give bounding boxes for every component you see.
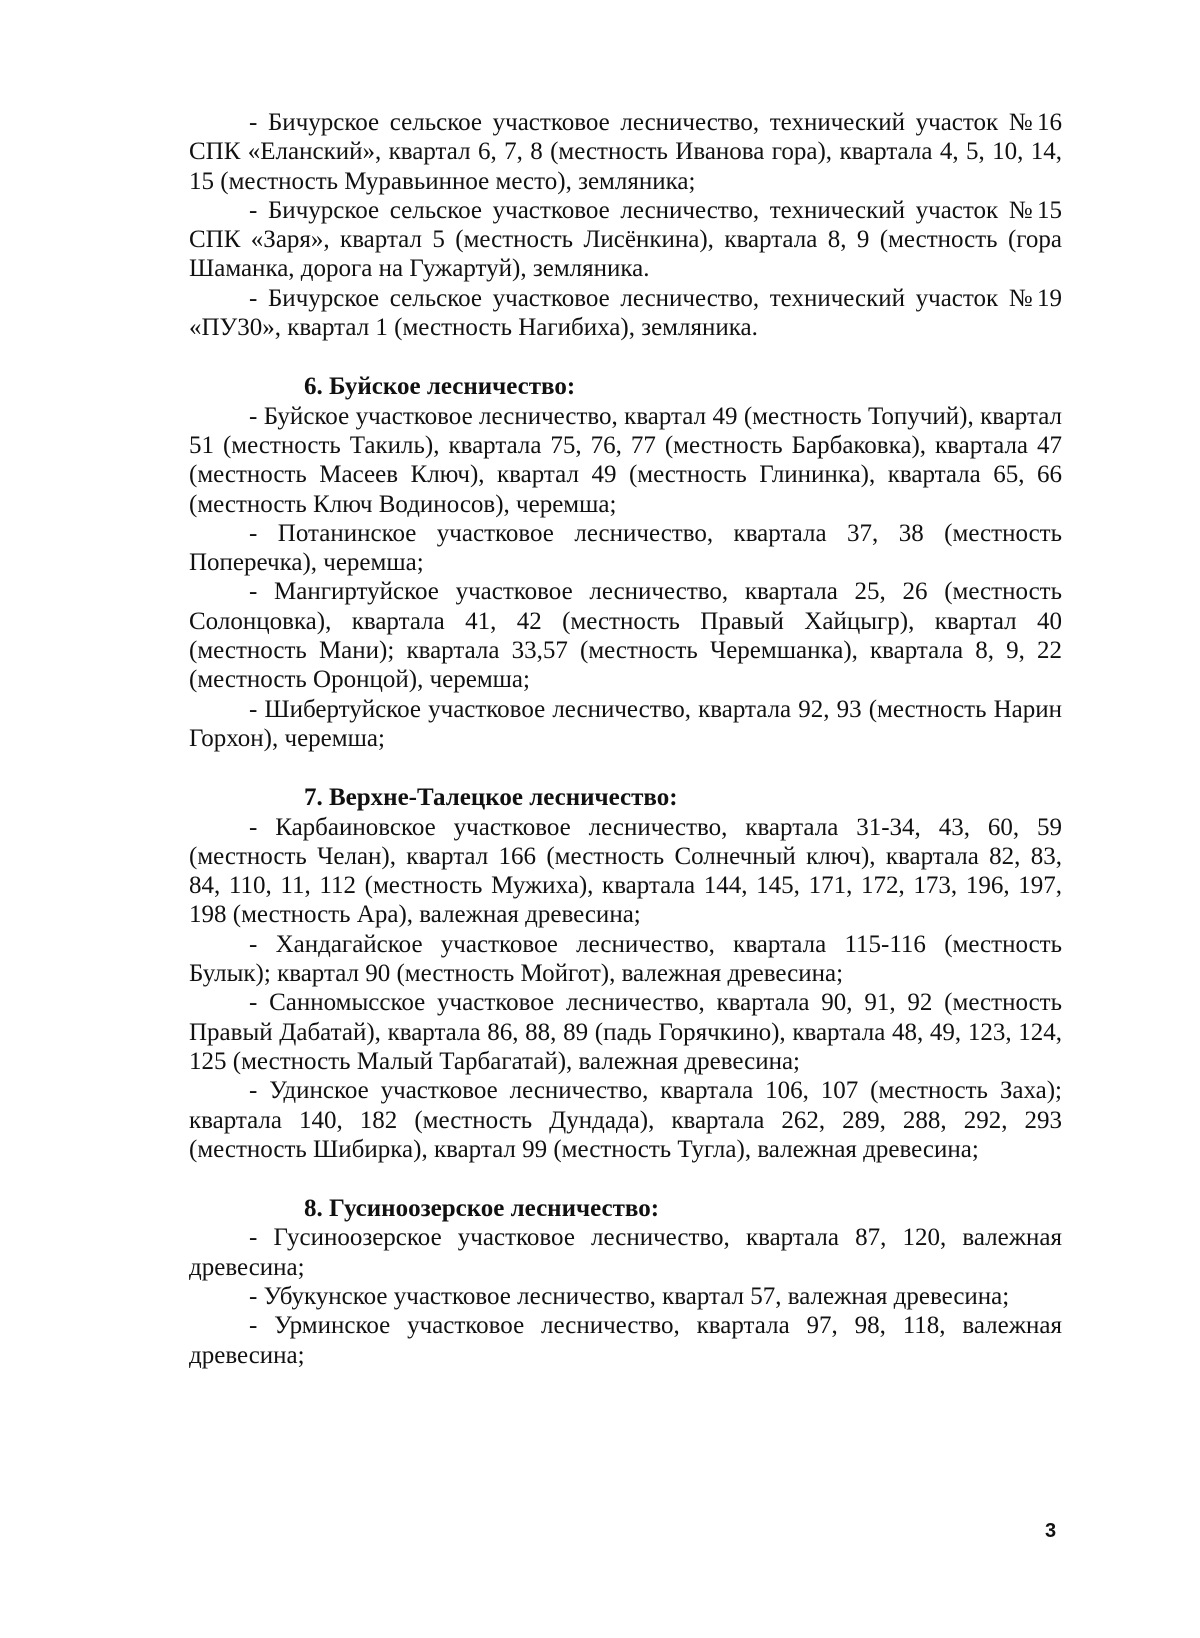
page-number: 3 [1045, 1520, 1057, 1542]
paragraph-taletskoe-4: - Удинское участковое лесничество, квартала 106, 107 (местность Заха); квартала 140, 182 (местность Дундада), квартала 262, 289, 288, 292, 293 (местность Шибирка), квартал 99 (местность Тугла), валежная древесина; [189, 1077, 1062, 1163]
section-spacer [189, 1164, 1062, 1194]
section-spacer [189, 342, 1062, 372]
paragraph-buy-1: - Буйское участковое лесничество, квартал 49 (местность Топучий), квартал 51 (местность Такиль), квартала 75, 76, 77 (местность Барбаковка), квартала 47 (местность Масеев Ключ), квартал 49 (местность Глининка), квартала 65, 66 (местность Ключ Водиносов), черемша; [189, 402, 1062, 518]
paragraph-taletskoe-3: - Санномысское участковое лесничество, квартала 90, 91, 92 (местность Правый Дабатай), квартала 86, 88, 89 (падь Горячкино), квартала 48, 49, 123, 124, 125 (местность Малый Тарбагатай), валежная древесина; [189, 989, 1062, 1075]
paragraph-gusinoozersk-3: - Урминское участковое лесничество, квартала 97, 98, 118, валежная древесина; [189, 1312, 1062, 1369]
paragraph-buy-4: - Шибертуйское участковое лесничество, квартала 92, 93 (местность Нарин Горхон), черемша; [189, 695, 1062, 752]
heading-section-7: 7. Верхне-Талецкое лесничество: [304, 784, 678, 812]
paragraph-gusinoozersk-1: - Гусиноозерское участковое лесничество, квартала 87, 120, валежная древесина; [189, 1224, 1062, 1281]
paragraph-buy-2: - Потанинское участковое лесничество, квартала 37, 38 (местность Поперечка), черемша; [189, 519, 1062, 577]
paragraph-gusinoozersk-2: - Убукунское участковое лесничество, квартал 57, валежная древесина; [249, 1282, 1010, 1310]
paragraph-bichura-2: - Бичурское сельское участковое лесничество, технический участок №15 СПК «Заря», квартал 5 (местность Лисёнкина), квартала 8, 9 (местность (гора Шаманка, дорога на Гужартуй), земляника. [189, 196, 1062, 283]
heading-section-6: 6. Буйское лесничество: [304, 373, 576, 401]
paragraph-buy-3: - Мангиртуйское участковое лесничество, квартала 25, 26 (местность Солонцовка), квартала 41, 42 (местность Правый Хайцыгр), квартал 40 (местность Мани); квартала 33,57 (местность Черемшанка), квартала 8, 9, 22 (местность Оронцой), черемша; [189, 578, 1062, 694]
paragraph-bichura-3: - Бичурское сельское участковое лесничество, технический участок №19 «ПУ30», квартал 1 (местность Нагибиха), земляника. [189, 284, 1062, 342]
paragraph-bichura-1: - Бичурское сельское участковое лесничество, технический участок №16 СПК «Еланский», квартал 6, 7, 8 (местность Иванова гора), квартала 4, 5, 10, 14, 15 (местность Муравьинное место), земляника; [189, 109, 1062, 195]
section-spacer [189, 753, 1062, 783]
paragraph-taletskoe-2: - Хандагайское участковое лесничество, квартала 115-116 (местность Булык); квартал 90 (местность Мойгот), валежная древесина; [189, 930, 1062, 988]
paragraph-taletskoe-1: - Карбаиновское участковое лесничество, квартала 31-34, 43, 60, 59 (местность Челан), квартал 166 (местность Солнечный ключ), квартала 82, 83, 84, 110, 11, 112 (местность Мужиха), квартала 144, 145, 171, 172, 173, 196, 197, 198 (местность Ара), валежная древесина; [189, 813, 1062, 929]
heading-section-8: 8. Гусиноозерское лесничество: [304, 1195, 660, 1223]
document-body [189, 108, 1062, 1370]
